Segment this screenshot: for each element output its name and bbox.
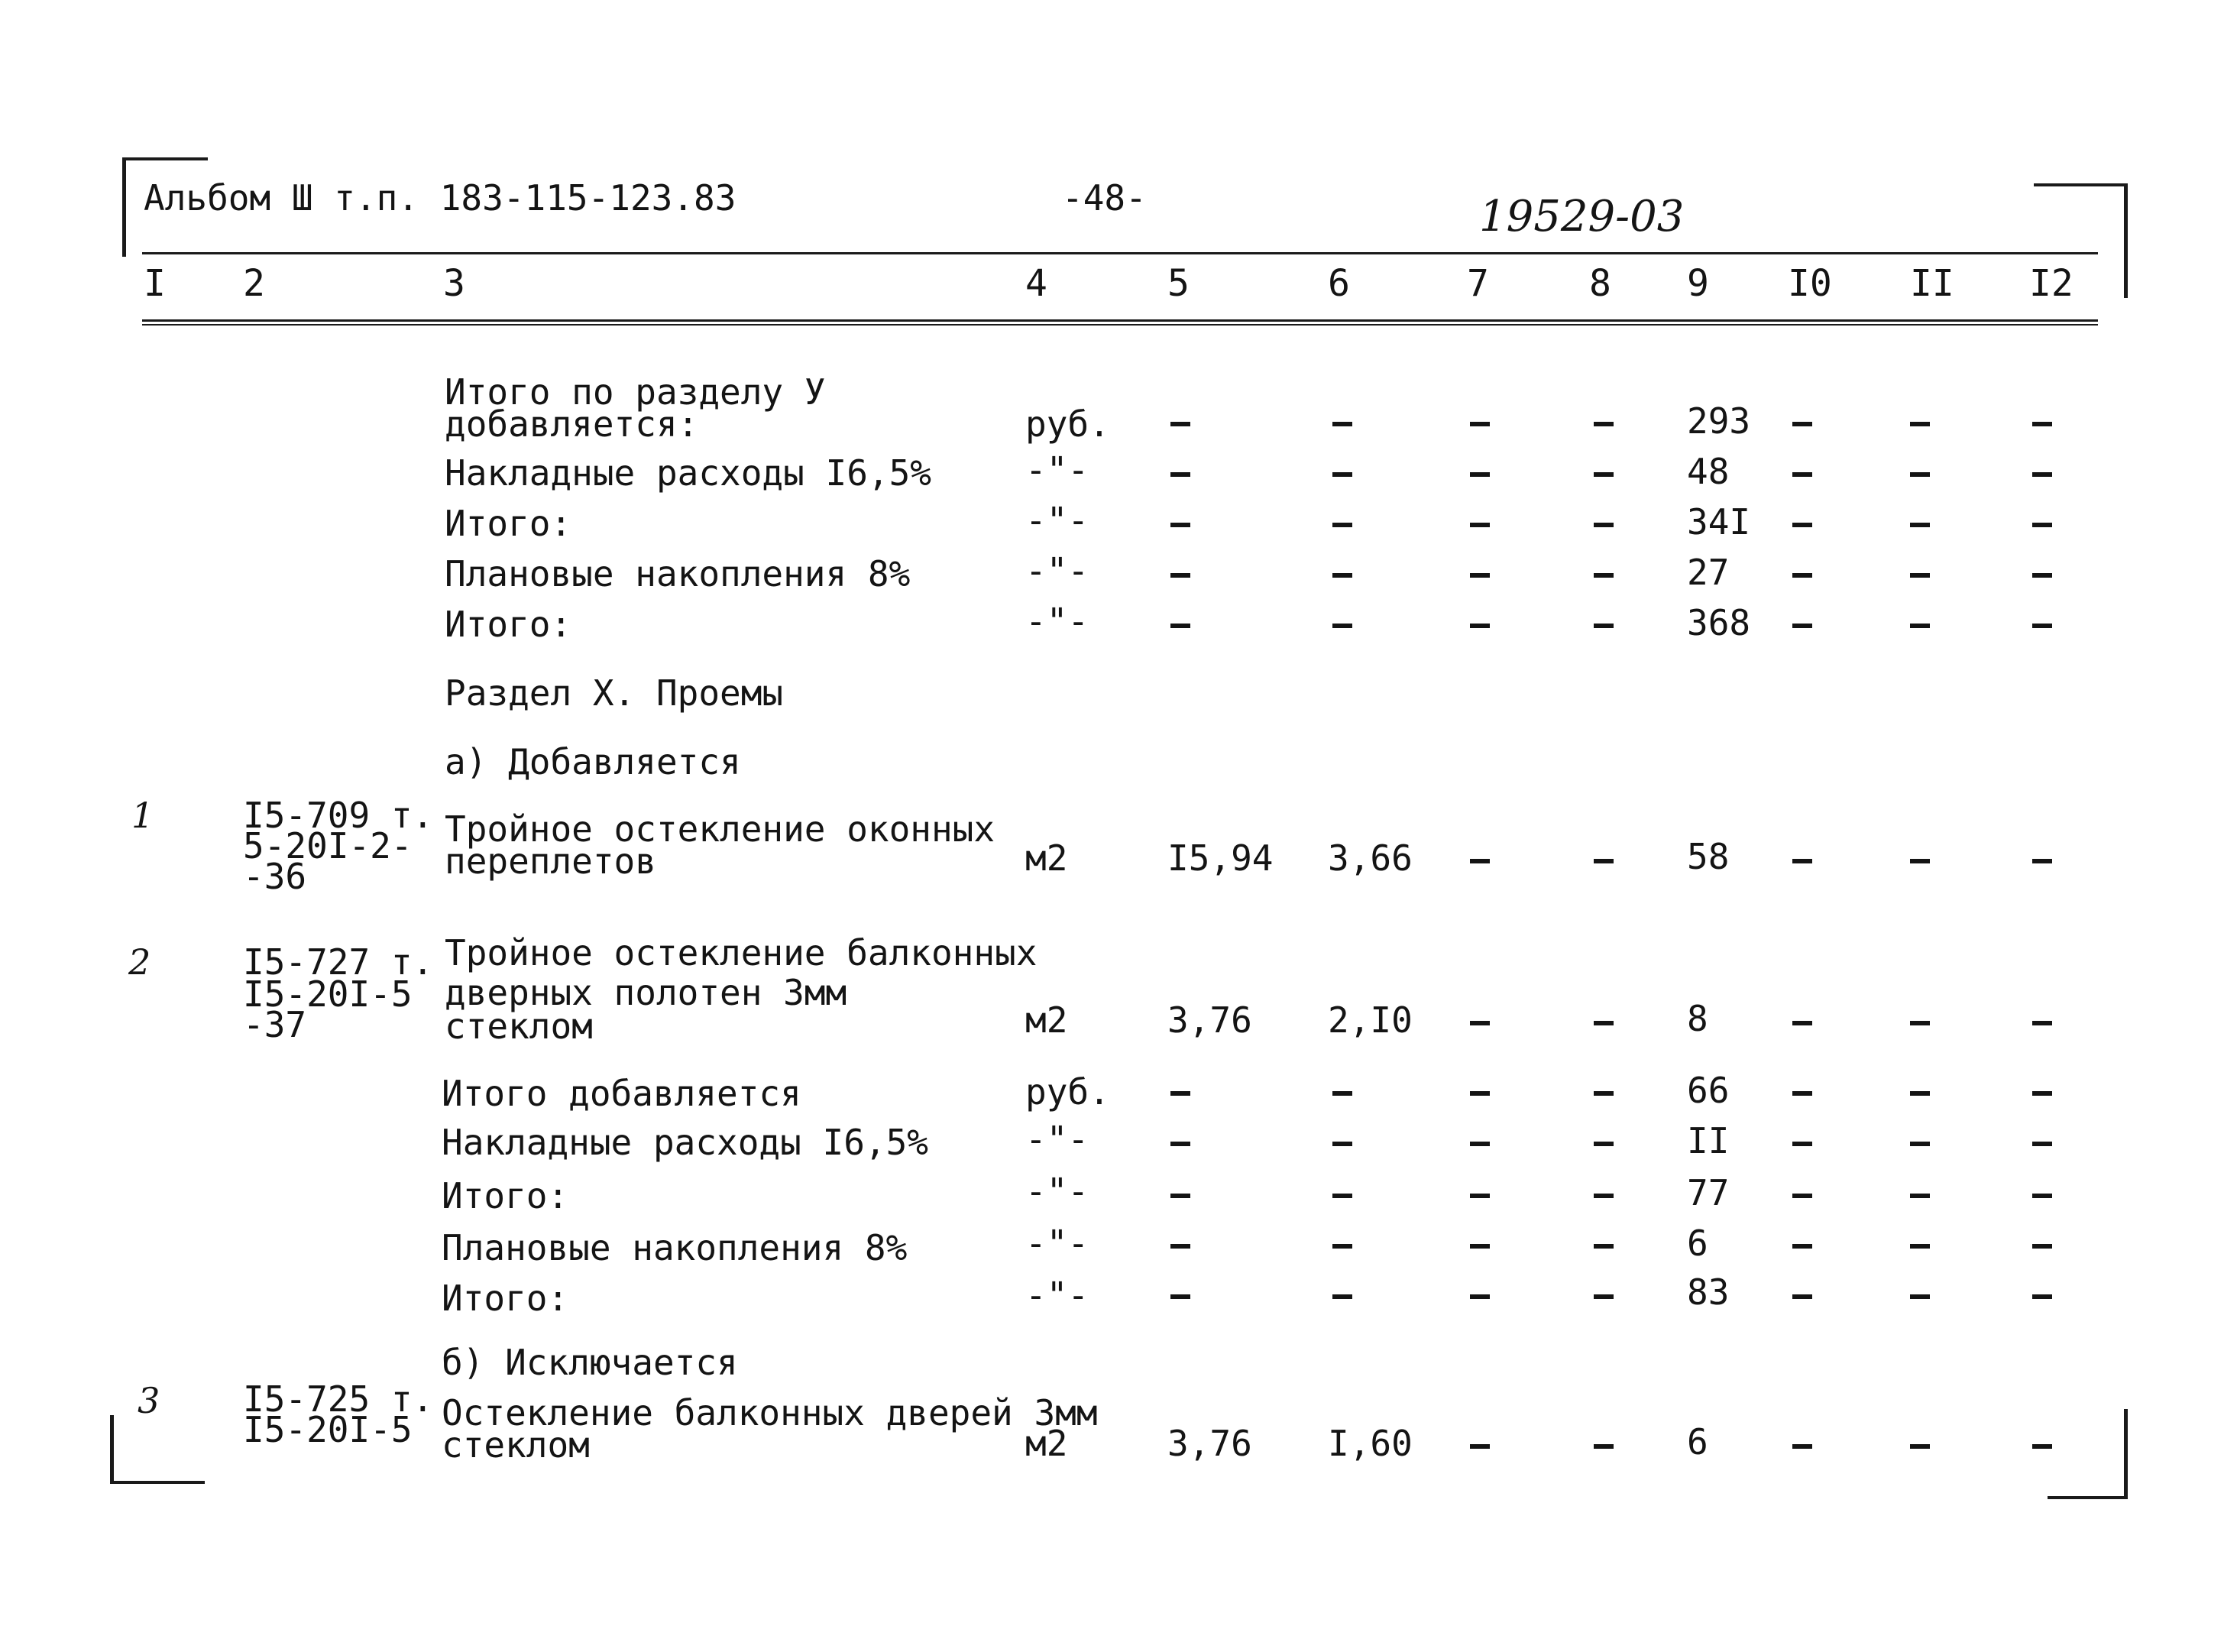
empty-cell-dash xyxy=(1170,1091,1190,1096)
empty-cell-dash xyxy=(2032,859,2052,863)
column-number: 2 xyxy=(243,262,265,305)
empty-cell-dash xyxy=(1594,1194,1614,1198)
empty-cell-dash xyxy=(1594,859,1614,863)
empty-cell-dash xyxy=(1332,472,1352,477)
row-name: Итого: xyxy=(442,1278,569,1319)
empty-cell-dash xyxy=(1470,523,1490,527)
document-number: 19529-03 xyxy=(1479,192,1685,241)
column-number: 3 xyxy=(443,262,465,305)
empty-cell-dash xyxy=(1594,1021,1614,1025)
row-price: I,60 xyxy=(1328,1423,1413,1464)
row-sum: 58 xyxy=(1687,836,1730,877)
empty-cell-dash xyxy=(1792,1021,1812,1025)
empty-cell-dash xyxy=(1594,422,1614,426)
empty-cell-dash xyxy=(2032,1444,2052,1449)
frame-top-left-corner-h xyxy=(122,157,208,160)
item-code: -36 xyxy=(243,856,307,897)
empty-cell-dash xyxy=(1910,1091,1930,1096)
row-unit: -"- xyxy=(1025,550,1089,591)
empty-cell-dash xyxy=(1470,573,1490,578)
row-unit: -"- xyxy=(1025,500,1089,541)
row-name: Итого: xyxy=(445,604,572,645)
row-name-cont: стеклом xyxy=(445,1006,593,1047)
empty-cell-dash xyxy=(1170,472,1190,477)
item-number: 1 xyxy=(131,795,154,836)
empty-cell-dash xyxy=(1910,523,1930,527)
row-name: Накладные расходы I6,5% xyxy=(442,1122,928,1163)
column-number: I2 xyxy=(2029,262,2074,305)
empty-cell-dash xyxy=(1332,1142,1352,1146)
empty-cell-dash xyxy=(1910,1021,1930,1025)
row-name: Тройное остекление балконных xyxy=(445,932,1038,973)
subsection-title: б) Исключается xyxy=(442,1342,738,1383)
row-sum: 48 xyxy=(1687,451,1730,492)
empty-cell-dash xyxy=(2032,1142,2052,1146)
empty-cell-dash xyxy=(1792,573,1812,578)
empty-cell-dash xyxy=(1594,523,1614,527)
empty-cell-dash xyxy=(1792,1091,1812,1096)
empty-cell-dash xyxy=(2032,624,2052,628)
empty-cell-dash xyxy=(1792,624,1812,628)
row-sum: 27 xyxy=(1687,552,1730,593)
row-price: 2,I0 xyxy=(1328,999,1413,1041)
empty-cell-dash xyxy=(1792,472,1812,477)
empty-cell-dash xyxy=(1332,523,1352,527)
column-number: I0 xyxy=(1788,262,1832,305)
row-unit: м2 xyxy=(1025,999,1068,1041)
row-unit: руб. xyxy=(1025,1071,1110,1113)
empty-cell-dash xyxy=(1910,1444,1930,1449)
frame-bottom-right-corner-h xyxy=(2048,1496,2127,1499)
item-code: I5-709 т. xyxy=(243,795,434,836)
column-number: II xyxy=(1910,262,1954,305)
row-sum: 83 xyxy=(1687,1271,1730,1313)
empty-cell-dash xyxy=(2032,573,2052,578)
row-sum: 8 xyxy=(1687,998,1708,1039)
empty-cell-dash xyxy=(1170,422,1190,426)
empty-cell-dash xyxy=(1470,1091,1490,1096)
row-quantity: 3,76 xyxy=(1167,999,1252,1041)
column-number: 8 xyxy=(1589,262,1611,305)
empty-cell-dash xyxy=(1594,1444,1614,1449)
empty-cell-dash xyxy=(1910,1142,1930,1146)
empty-cell-dash xyxy=(1910,472,1930,477)
column-number: 6 xyxy=(1328,262,1350,305)
row-name: Плановые накопления 8% xyxy=(445,553,911,594)
empty-cell-dash xyxy=(1332,1294,1352,1299)
row-name-cont: дверных полотен 3мм xyxy=(445,972,847,1013)
row-unit: руб. xyxy=(1025,403,1110,445)
frame-bottom-left-corner-h xyxy=(110,1481,205,1484)
empty-cell-dash xyxy=(1470,1444,1490,1449)
empty-cell-dash xyxy=(1332,573,1352,578)
empty-cell-dash xyxy=(2032,1021,2052,1025)
empty-cell-dash xyxy=(1332,624,1352,628)
row-name-cont: добавляется: xyxy=(445,403,699,445)
subsection-title: а) Добавляется xyxy=(445,741,741,782)
empty-cell-dash xyxy=(1470,1194,1490,1198)
row-name-cont: переплетов xyxy=(445,841,656,882)
item-code: -37 xyxy=(243,1004,307,1045)
item-code: I5-20I-5 xyxy=(243,973,413,1015)
empty-cell-dash xyxy=(1470,859,1490,863)
row-name: Тройное остекление оконных xyxy=(445,808,995,850)
empty-cell-dash xyxy=(1332,422,1352,426)
column-number: 5 xyxy=(1167,262,1190,305)
empty-cell-dash xyxy=(1792,859,1812,863)
row-sum: 66 xyxy=(1687,1070,1730,1111)
row-unit: -"- xyxy=(1025,449,1089,491)
empty-cell-dash xyxy=(1332,1091,1352,1096)
column-number: 7 xyxy=(1467,262,1489,305)
frame-bottom-left-corner-v xyxy=(110,1415,114,1484)
empty-cell-dash xyxy=(1910,624,1930,628)
empty-cell-dash xyxy=(1170,1194,1190,1198)
row-name-cont: стеклом xyxy=(442,1424,590,1466)
row-unit: -"- xyxy=(1025,1275,1089,1316)
frame-top-right-corner-v xyxy=(2124,183,2128,298)
empty-cell-dash xyxy=(1170,1142,1190,1146)
row-unit: м2 xyxy=(1025,1423,1068,1464)
empty-cell-dash xyxy=(2032,1194,2052,1198)
row-unit: -"- xyxy=(1025,601,1089,642)
item-number: 2 xyxy=(128,941,151,983)
empty-cell-dash xyxy=(2032,472,2052,477)
row-sum: 34I xyxy=(1687,501,1751,543)
empty-cell-dash xyxy=(1910,573,1930,578)
column-number: I xyxy=(144,262,166,305)
empty-cell-dash xyxy=(1470,1142,1490,1146)
album-title: Альбом Ш т.п. 183-115-123.83 xyxy=(144,177,736,219)
row-quantity: 3,76 xyxy=(1167,1423,1252,1464)
page-number: -48- xyxy=(1062,177,1147,219)
empty-cell-dash xyxy=(1170,573,1190,578)
empty-cell-dash xyxy=(1170,1244,1190,1249)
row-name: Накладные расходы I6,5% xyxy=(445,452,931,494)
header-bottom-rule-2 xyxy=(142,324,2098,326)
row-unit: -"- xyxy=(1025,1119,1089,1160)
section-title: Раздел Х. Проемы xyxy=(445,672,784,714)
row-unit: м2 xyxy=(1025,837,1068,879)
empty-cell-dash xyxy=(1792,1142,1812,1146)
item-code: I5-725 т. xyxy=(243,1378,434,1420)
frame-top-left-corner-v xyxy=(122,157,126,257)
column-number: 4 xyxy=(1025,262,1047,305)
empty-cell-dash xyxy=(1170,624,1190,628)
row-name: Остекление балконных дверей 3мм xyxy=(442,1392,1098,1433)
empty-cell-dash xyxy=(1470,1021,1490,1025)
row-sum: 6 xyxy=(1687,1223,1708,1264)
row-name: Плановые накопления 8% xyxy=(442,1227,908,1268)
item-number: 3 xyxy=(138,1380,160,1421)
empty-cell-dash xyxy=(1792,1444,1812,1449)
row-unit: -"- xyxy=(1025,1171,1089,1212)
empty-cell-dash xyxy=(1332,1194,1352,1198)
empty-cell-dash xyxy=(1792,1194,1812,1198)
empty-cell-dash xyxy=(1594,1294,1614,1299)
empty-cell-dash xyxy=(1470,1294,1490,1299)
header-bottom-rule xyxy=(142,319,2098,322)
empty-cell-dash xyxy=(2032,422,2052,426)
empty-cell-dash xyxy=(1470,422,1490,426)
empty-cell-dash xyxy=(1170,523,1190,527)
row-unit: -"- xyxy=(1025,1223,1089,1264)
item-code: 5-20I-2- xyxy=(243,825,413,866)
empty-cell-dash xyxy=(1594,1091,1614,1096)
empty-cell-dash xyxy=(1470,624,1490,628)
frame-top-right-corner-h xyxy=(2034,183,2127,186)
empty-cell-dash xyxy=(1332,1244,1352,1249)
row-name: Итого добавляется xyxy=(442,1073,801,1114)
empty-cell-dash xyxy=(1594,1142,1614,1146)
empty-cell-dash xyxy=(1910,1294,1930,1299)
empty-cell-dash xyxy=(2032,1244,2052,1249)
empty-cell-dash xyxy=(1792,422,1812,426)
item-code: I5-20I-5 xyxy=(243,1409,413,1450)
row-name: Итого по разделу У xyxy=(445,371,826,413)
empty-cell-dash xyxy=(1910,1244,1930,1249)
empty-cell-dash xyxy=(1910,1194,1930,1198)
empty-cell-dash xyxy=(1594,472,1614,477)
empty-cell-dash xyxy=(1910,422,1930,426)
empty-cell-dash xyxy=(1792,1244,1812,1249)
empty-cell-dash xyxy=(1594,624,1614,628)
column-number: 9 xyxy=(1687,262,1709,305)
row-quantity: I5,94 xyxy=(1167,837,1274,879)
empty-cell-dash xyxy=(1594,1244,1614,1249)
row-sum: 6 xyxy=(1687,1421,1708,1463)
row-sum: 368 xyxy=(1687,602,1751,643)
empty-cell-dash xyxy=(1594,573,1614,578)
header-top-rule xyxy=(142,252,2098,254)
empty-cell-dash xyxy=(1470,1244,1490,1249)
row-sum: II xyxy=(1687,1120,1730,1161)
empty-cell-dash xyxy=(2032,1091,2052,1096)
empty-cell-dash xyxy=(1170,1294,1190,1299)
empty-cell-dash xyxy=(1910,859,1930,863)
row-price: 3,66 xyxy=(1328,837,1413,879)
empty-cell-dash xyxy=(2032,523,2052,527)
empty-cell-dash xyxy=(1792,1294,1812,1299)
row-name: Итого: xyxy=(442,1175,569,1216)
row-sum: 293 xyxy=(1687,400,1751,442)
row-name: Итого: xyxy=(445,503,572,544)
empty-cell-dash xyxy=(1792,523,1812,527)
empty-cell-dash xyxy=(1470,472,1490,477)
row-sum: 77 xyxy=(1687,1172,1730,1213)
empty-cell-dash xyxy=(2032,1294,2052,1299)
item-code: I5-727 т. xyxy=(243,941,434,983)
frame-bottom-right-corner-v xyxy=(2124,1409,2128,1499)
